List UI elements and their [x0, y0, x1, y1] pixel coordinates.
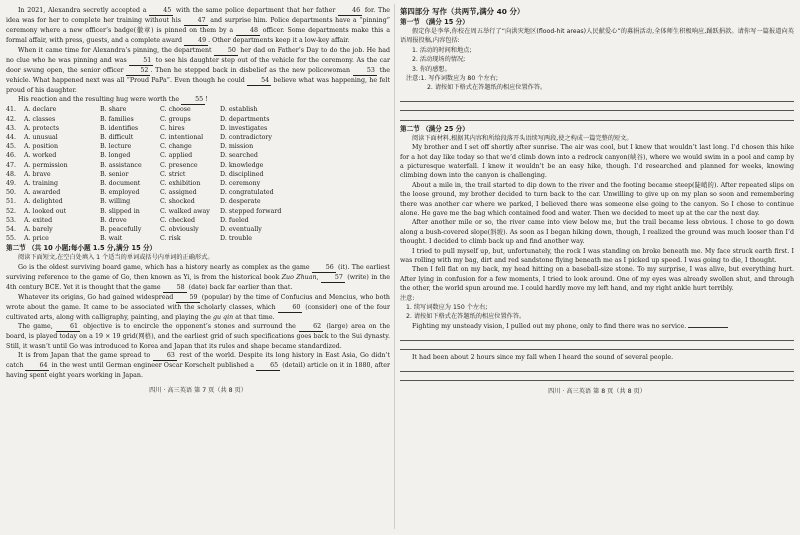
option-choice: B. senior — [100, 170, 129, 178]
option-choice: B. identifies — [100, 124, 139, 132]
blank-65: 65 — [256, 362, 280, 371]
option-choice: B. slipped in — [100, 207, 140, 215]
writing-section-2-instructions: 阅读下面材料,根据其内容和所给段落开头语续写两段,使之构成一篇完整的短文。 — [412, 134, 633, 142]
option-choice: C. choose — [160, 106, 191, 114]
option-choice: C. intentional — [160, 134, 204, 142]
option-choice: A. classes — [24, 115, 56, 123]
answer-line — [400, 362, 794, 371]
option-choice: C. change — [160, 143, 192, 151]
option-choice: D. mission — [220, 143, 254, 151]
page-divider — [394, 4, 395, 529]
option-choice: B. drove — [100, 216, 127, 224]
part-4-title: 第四部分 写作（共两节,满分 40 分） — [400, 7, 525, 16]
writing-section-2-title: 第二节 （满分 25 分） — [400, 124, 469, 133]
option-choice: D. knowledge — [220, 161, 264, 169]
option-choice: C. applied — [160, 152, 193, 160]
option-choice: D. contradictory — [220, 134, 272, 142]
option-choice: D. fueled — [220, 216, 249, 224]
blank-54: 54 — [247, 77, 271, 86]
blank-64: 64 — [25, 362, 49, 371]
option-choice: D. establish — [220, 106, 258, 114]
option-choice: A. protects — [24, 124, 59, 132]
option-number: 52. — [6, 207, 17, 215]
blank-58: 58 — [163, 284, 187, 293]
cloze-options-table — [6, 105, 390, 243]
blank-52: 52 — [126, 67, 150, 76]
blank-57: 57 — [321, 274, 345, 283]
option-choice: B. employed — [100, 189, 140, 197]
page-footer-left: 四川 · 高三英语 第 7 页（共 8 页） — [149, 387, 247, 395]
story-text — [400, 143, 794, 294]
left-page — [6, 6, 390, 396]
option-choice: C. obviously — [160, 226, 199, 234]
option-choice: B. assistance — [100, 161, 142, 169]
blank-49: 49 — [184, 37, 208, 46]
option-choice: A. price — [24, 235, 49, 243]
option-number: 43. — [6, 124, 17, 132]
option-number: 51. — [6, 198, 17, 206]
option-choice: D. departments — [220, 115, 270, 123]
option-number: 53. — [6, 216, 17, 224]
story-paragraph: My brother and I set off shortly after sunrise. The air was cool, but I knew that wouldn’t last long. I’d chosen this hike for a hot day like today so that we’d climb down into a redrock canyon(峡谷), where we would swim in a pool and camp by a picturesque waterfall. I knew it wouldn’t be an easy hike, though. I’d researched and planned for weeks, knowing climbing down into the canyon is challenging. — [400, 144, 794, 180]
option-choice: A. declare — [24, 106, 57, 114]
cloze-paragraph-3: His reaction and the resulting hug were worth the 55 ! — [18, 96, 208, 104]
answer-line — [400, 341, 794, 350]
option-choice: C. checked — [160, 216, 196, 224]
option-number: 48. — [6, 170, 17, 178]
writing-point: 3. 你的感想。 — [412, 65, 451, 73]
option-choice: B. families — [100, 115, 134, 123]
continuation-note-label: 注意: — [400, 294, 415, 302]
grammar-paragraph-2: Whatever its origins, Go had gained widespread 59 (popular) by the time of Confucius and Mencius, who both wrote about the game. It came to be associated with the scholarly classes, which 60 (consider) one of the four cultivated arts, along with calligraphy, painting, and playing the gu qin at that time. — [6, 293, 390, 321]
answer-lines-2 — [400, 331, 794, 350]
writing-note-2: 2. 请按如下格式在答题纸的相应位置作答。 — [427, 84, 547, 92]
section-2-instructions: 阅读下面短文,在空白处填入 1 个适当的单词或括号内单词的正确形式。 — [18, 254, 214, 262]
option-number: 41. — [6, 106, 17, 114]
blank-62: 62 — [299, 323, 323, 332]
option-choice: A. delighted — [24, 198, 63, 206]
section-2-title: 第二节 （共 10 小题;每小题 1.5 分,满分 15 分） — [6, 244, 157, 253]
answer-line — [400, 372, 794, 381]
blank-59: 59 — [176, 294, 200, 303]
option-choice: D. eventually — [220, 226, 262, 234]
option-choice: C. risk — [160, 235, 181, 243]
option-choice: A. position — [24, 143, 59, 151]
option-choice: B. lecture — [100, 143, 132, 151]
option-choice: A. permission — [24, 161, 68, 169]
blank-61: 61 — [56, 323, 80, 332]
option-choice: A. unusual — [24, 134, 58, 142]
answer-line — [400, 93, 794, 102]
writing-points-list — [400, 46, 794, 74]
option-choice: A. barely — [24, 226, 53, 234]
writing-section-1-prompt: 假定你是李华,你校在周五举行了“向洪灾地区(flood-hit areas)人民献爱心”的募捐活动,全体师生积极响应,踊跃捐款。请你写一篇报道向英语周报投稿,内容包括: — [400, 28, 794, 45]
blank-48: 48 — [236, 27, 260, 36]
option-choice: D. disciplined — [220, 170, 264, 178]
option-choice: D. congratulated — [220, 189, 274, 197]
story-paragraph: Then I fell flat on my back, my head hitting on a baseball-size stone. To my surprise, I was alive, but everything hurt. After lying in confusion for a few moments, I tried to look around. One of my eyes was already swollen shut, and through the other, the world spun around me. I could hardly move my left hand, and my right ankle hurt terribly. — [400, 266, 794, 293]
answer-line — [400, 331, 794, 340]
option-number: 55. — [6, 235, 17, 243]
story-paragraph: After another mile or so, the river came into view below me, but the trail became less obvious. I chose to go down along a bush-covered slope(斜坡). As soon as I began hiking down, though, I realized the ground was much looser than I’d thought. I decided to climb back up and find another way. — [400, 219, 794, 246]
option-choice: C. walked away — [160, 207, 210, 215]
option-choice: A. looked out — [24, 207, 67, 215]
option-choice: B. peacefully — [100, 226, 142, 234]
option-number: 54. — [6, 226, 17, 234]
option-choice: D. ceremony — [220, 180, 261, 188]
option-choice: C. exhibition — [160, 180, 201, 188]
right-page — [400, 6, 794, 396]
option-choice: D. trouble — [220, 235, 252, 243]
option-choice: A. brave — [24, 170, 51, 178]
answer-lines-1 — [400, 93, 794, 121]
option-choice: C. strict — [160, 170, 186, 178]
option-choice: B. document — [100, 180, 141, 188]
option-choice: B. longed — [100, 152, 131, 160]
option-number: 47. — [6, 161, 17, 169]
blank-56: 56 — [312, 264, 336, 273]
blank-51: 51 — [129, 57, 153, 66]
option-choice: D. desperate — [220, 198, 261, 206]
option-choice: A. awarded — [24, 189, 61, 197]
blank-45: 45 — [149, 7, 173, 16]
blank-50: 50 — [214, 47, 238, 56]
option-choice: C. hires — [160, 124, 185, 132]
option-choice: B. wait — [100, 235, 123, 243]
blank-60: 60 — [278, 304, 302, 313]
option-choice: D. investigates — [220, 124, 268, 132]
page-footer-right: 四川 · 高三英语 第 8 页（共 8 页） — [548, 387, 646, 395]
option-number: 50. — [6, 189, 17, 197]
writing-point: 1. 活动的时间和地点; — [412, 46, 472, 54]
option-number: 46. — [6, 152, 17, 160]
option-choice: C. shocked — [160, 198, 195, 206]
writing-section-1-title: 第一节 （满分 15 分） — [400, 18, 469, 26]
option-choice: C. groups — [160, 115, 191, 123]
story-paragraph: About a mile in, the trail started to dip down to the river and the footing became steep(陡峭的). After repeated slips on the loose ground, my brother decided to turn back to the car. Unwilling to give up on my plan so soon and remembering there was another car where we parked, I believed there was someone else going to the canyon. So I chose to continue alone. He gave me the bag which contained food and water. Then we decided to meet up at the car the next day. — [400, 181, 794, 217]
option-number: 44. — [6, 134, 17, 142]
blank-63: 63 — [153, 352, 177, 361]
story-paragraph: I tried to pull myself up, but, unfortunately, the rock I was standing on broke beneath me. My face struck earth first. I was rolling with my bag, dirt and red sandstone flying beneath me as I picked up speed. I was going to die, I thought. — [400, 247, 794, 265]
grammar-paragraph-1: Go is the oldest surviving board game, which has a history nearly as complex as the game 56 (it). The earliest surviving reference to the game of Go, then known as Yi, is from the historical book Zuo Zhuan, 57 (write) in the 4th century BCE. Yet it is thought that the game 58 (date) back far earlier than that. — [6, 263, 390, 291]
blank-53: 53 — [353, 67, 377, 76]
blank-47: 47 — [184, 17, 208, 26]
option-choice: A. worked — [24, 152, 57, 160]
answer-line — [400, 111, 794, 120]
continuation-note-1: 1. 续写词数应为 150 个左右; — [406, 304, 488, 312]
continuation-note-2: 2. 请按如下格式在答题纸的相应位置作答。 — [406, 313, 526, 321]
option-choice: D. searched — [220, 152, 258, 160]
continuation-start-2: It had been about 2 hours since my fall when I heard the sound of several people. — [412, 353, 674, 361]
option-choice: C. assigned — [160, 189, 197, 197]
blank-55: 55 — [181, 96, 205, 105]
writing-note-1: 注意:1. 写作词数应为 80 个左右; — [406, 75, 498, 83]
option-choice: A. training — [24, 180, 59, 188]
continuation-start-1: Fighting my unsteady vision, I pulled out my phone, only to find there was no service. — [400, 322, 794, 331]
option-choice: C. presence — [160, 161, 198, 169]
writing-point: 2. 活动现场的情况; — [412, 56, 466, 64]
option-choice: B. share — [100, 106, 127, 114]
answer-line — [400, 102, 794, 111]
grammar-paragraph-4: It is from Japan that the game spread to 63 rest of the world. Despite its long history in East Asia, Go didn’t catch 64 in the west until German engineer Oscar Korschelt published a 65 (detail) article on it in 1880, after having spent eight years working in Japan. — [6, 352, 390, 380]
option-choice: B. difficult — [100, 134, 134, 142]
option-number: 45. — [6, 143, 17, 151]
option-number: 42. — [6, 115, 17, 123]
cloze-paragraph-1: In 2021, Alexandra secretly accepted a 45 with the same police department that her father 46 for. The idea was for her to complete her training without his 47 and surprise him. Police departments have a “pinning” ceremony where a new officer’s badge(徽章) is pinned on them by a 48 officer. Some departments make this a formal affair, with press, guests, and a complete award 49 . Other departments keep it a low-key affair. — [6, 7, 390, 44]
option-number: 49. — [6, 180, 17, 188]
option-choice: A. exited — [24, 216, 53, 224]
grammar-paragraph-3: The game, 61 objective is to encircle the opponent’s stones and surround the 62 (large) area on the board, is played today on a 19 × 19 grid(网格), and the earliest grid of such specifications goes back to the Sui dynasty. Still, it wasn’t until Go was introduced to Korea and Japan that its rules and shape became standardized. — [6, 323, 390, 350]
option-choice: B. willing — [100, 198, 131, 206]
cloze-paragraph-2: When it came time for Alexandra’s pinning, the department 50 her dad on Father’s Day to do the job. He had no clue who he was pinning and was 51 to see his daughter step out of the vehicle for the ceremony. As the car door swung open, the senior officer 52 . Then he stepped back in disbelief as the new policewoman 53 the vehicle. What happened next was all “Proud PaPa”. Even though he could 54 believe what was happening, he felt proud of his daughter. — [6, 47, 390, 94]
answer-lines-3 — [400, 362, 794, 381]
option-choice: D. stepped forward — [220, 207, 282, 215]
blank-46: 46 — [338, 7, 362, 16]
